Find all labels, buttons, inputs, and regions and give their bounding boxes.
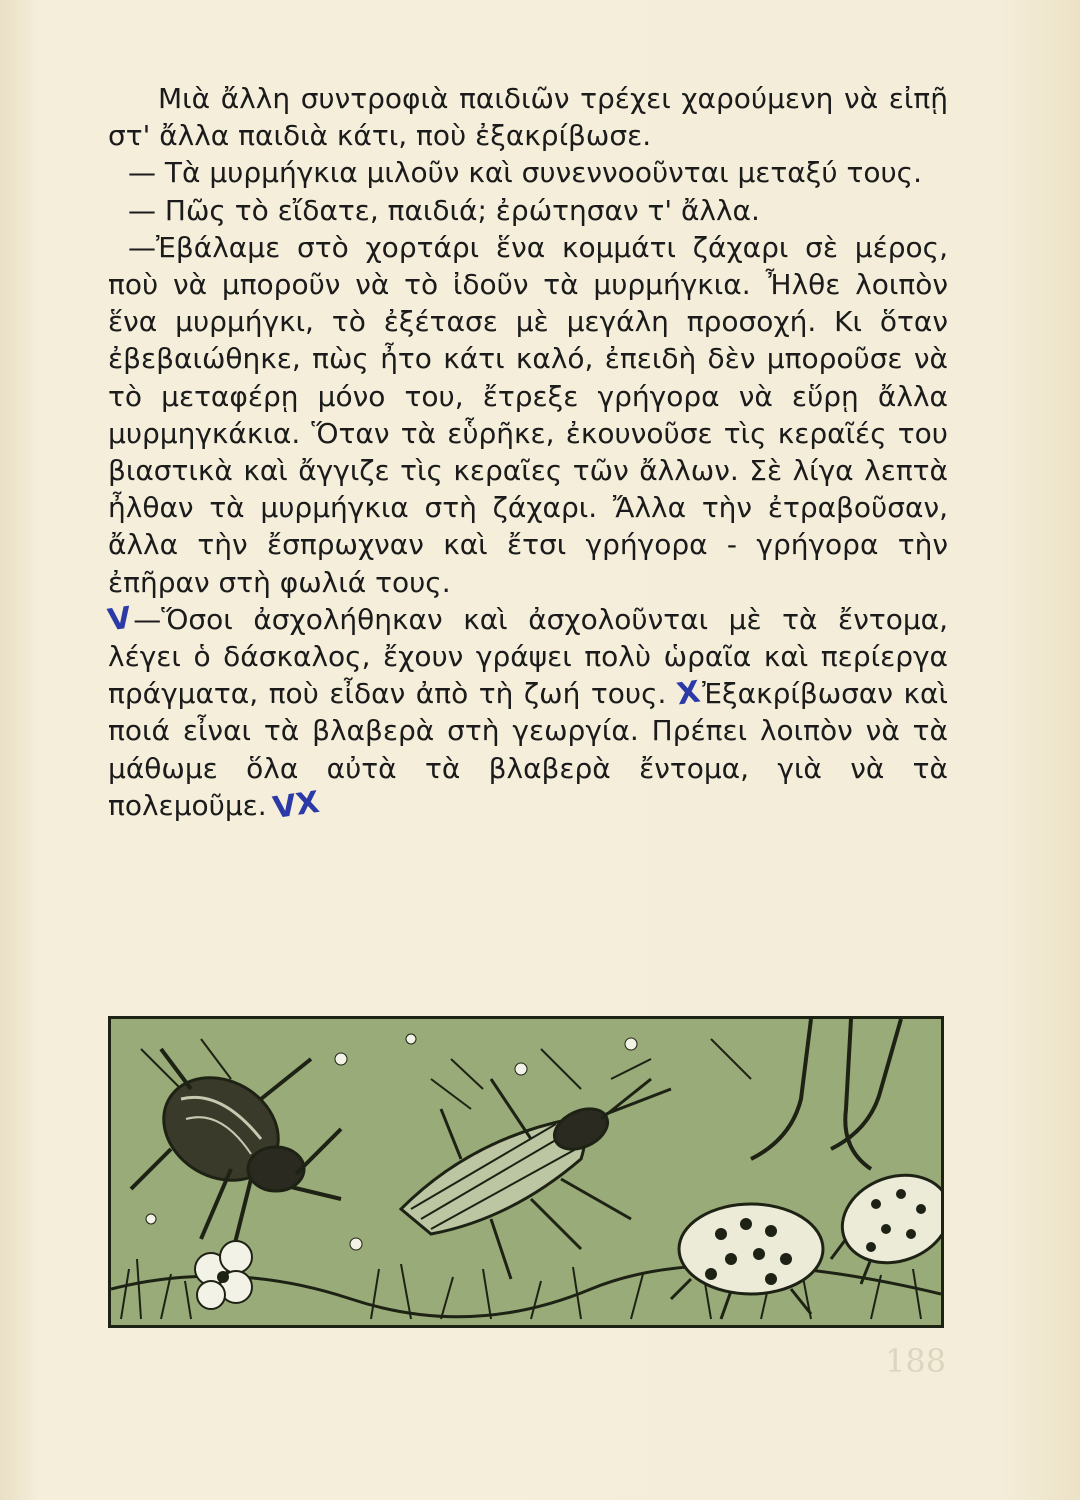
insects-illustration xyxy=(108,1016,944,1328)
paragraph-2: — Τὰ μυρμήγκια μιλοῦν καὶ συνεννοοῦνται μεταξύ τους. xyxy=(128,156,922,190)
striped-bug-drawing xyxy=(401,1079,671,1279)
tree-roots xyxy=(751,1019,901,1169)
ladybug-drawing-2 xyxy=(830,1161,941,1284)
paragraph-5 xyxy=(105,600,948,826)
ladybug-drawing-1 xyxy=(671,1204,823,1319)
pen-cross-mark-middle: X xyxy=(674,674,703,713)
text-block xyxy=(105,80,948,826)
paragraph-1: Μιὰ ἄλλη συντροφιὰ παιδιῶν τρέχει χαρούμενη νὰ εἰπῇ στ' ἄλλα παιδιὰ κάτι, ποὺ ἐξακρίβωσε. xyxy=(108,82,948,153)
paragraph-3: — Πῶς τὸ εἴδατε, παιδιά; ἐρώτησαν τ' ἄλλα. xyxy=(128,193,760,227)
pen-check-cross-mark-end: VX xyxy=(270,784,322,826)
paragraph-4: —Ἐβάλαμε στὸ χορτάρι ἕνα κομμάτι ζάχαρι σὲ μέρος, ποὺ νὰ μποροῦν νὰ τὸ ἰδοῦν τὰ μυρμήγκια. Ἦλθε λοιπὸν ἕνα μυρμήγκι, τὸ ἐξέτασε μὲ μεγάλη προσοχή. Κι ὅταν ἐβεβαιώθηκε, πὼς ἦτο κάτι καλό, ἐπειδὴ δὲν μποροῦσε νὰ τὸ μεταφέρῃ μόνο του, ἔτρεξε γρήγορα νὰ εὕρῃ ἄλλα μυρμηγκάκια. Ὅταν τὰ εὗρῆκε, ἐκουνοῦσε τὶς κεραῖές του βιαστικὰ καὶ ἄγγιζε τὶς κεραῖες τῶν ἄλλων. Σὲ λίγα λεπτὰ ἦλθαν τὰ μυρμήγκια στὴ ζάχαρι. Ἄλλα τὴν ἐτραβοῦσαν, ἄλλα τὴν ἔσπρωχναν καὶ ἔτσι γρήγορα - γρήγορα τὴν ἐπῆραν στὴ φωλιά τους. xyxy=(108,230,948,599)
paragraph-5-part-2: Ἐξακρίβωσαν καὶ ποιά εἶναι τὰ βλαβερὰ στὴ γεωργία. Πρέπει λοιπὸν νὰ τὰ μάθωμε ὅλα αὐτὰ τὰ βλαβερὰ ἔντομα, γιὰ νὰ τὰ πολεμοῦμε. xyxy=(108,677,948,822)
pen-check-mark-start: V xyxy=(105,600,134,639)
stag-beetle-drawing xyxy=(131,1049,341,1259)
illustration-drawing xyxy=(111,1019,941,1325)
ghost-page-number: 188 xyxy=(885,1342,947,1380)
flower-drawing xyxy=(195,1241,252,1309)
paragraph-5-part-1: —Ὅσοι ἀσχολήθηκαν καὶ ἀσχολοῦνται μὲ τὰ ἔντομα, λέγει ὁ δάσκαλος, ἔχουν γράψει πολὺ ὡραῖα καὶ περίεργα πράγματα, ποὺ εἶδαν ἀπὸ τὴ ζωή τους. xyxy=(108,602,948,711)
